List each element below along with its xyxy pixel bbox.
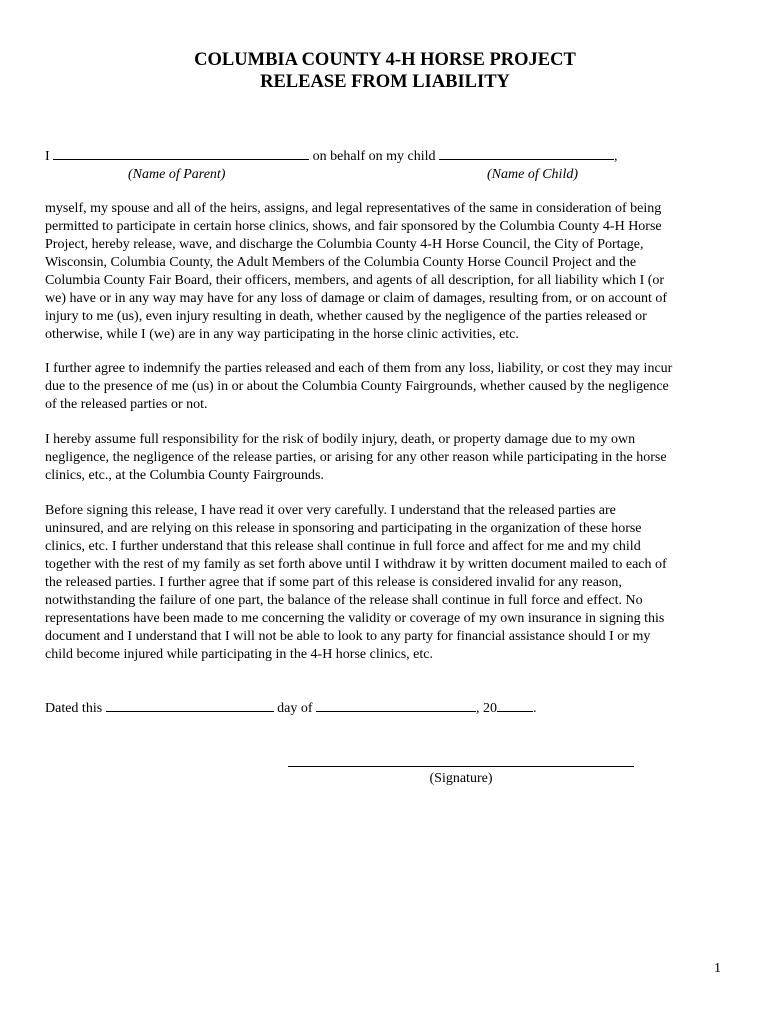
signature-caption: (Signature) xyxy=(429,771,493,786)
parent-line-middle: on behalf on my child xyxy=(312,149,436,164)
parent-name-blank xyxy=(53,147,309,160)
parent-line-prefix: I xyxy=(45,149,50,164)
dated-prefix: Dated this xyxy=(45,701,103,716)
child-name-blank xyxy=(439,147,614,160)
dated-middle: day of xyxy=(277,701,313,716)
month-blank xyxy=(316,699,476,712)
signature-line xyxy=(288,766,634,767)
release-paragraph-1: myself, my spouse and all of the heirs, assigns, and legal representatives of the same in consideration of being permitted to participate in certain horse clinics, shows, and fair sponsored by the Columbia County 4-H Horse Project, hereby release, wave, and discharge the Columbia County 4-H Horse Council, the City of Portage, Wisconsin, Columbia County, the Adult Members of the Columbia County Horse Council Project and the Columbia County Fair Board, their officers, members, and agents of all description, for all liability which I (or we) have or in any way may have for any loss of damage or claim of damages, resulting from, or on account of injury to me (us), even injury resulting in death, whether caused by the negligence of the parties released or otherwise, while I (we) are in any way participating in the horse clinic activities, etc. xyxy=(45,201,668,342)
acknowledgement-paragraph: Before signing this release, I have read it over very carefully. I understand that the released parties are uninsured, and are relying on this release in sponsoring and participating in the organization of these horse clinics, etc. I further understand that this release shall continue in full force and affect for me and my child together with the rest of my family as set forth above until I withdraw it by written document mailed to each of the released parties. I further agree that if some part of this release is considered invalid for any reason, notwithstanding the failure of one part, the balance of the release shall continue in full force and effect. No representations have been made to me concerning the validity or coverage of my own insurance in signing this document and I understand that I will not be able to look to any party for financial assistance should I or my child become injured while participating in the 4-H horse clinics, etc. xyxy=(45,503,667,662)
day-blank xyxy=(106,699,274,712)
child-name-caption: (Name of Child) xyxy=(487,167,578,182)
document-title-line-2: RELEASE FROM LIABILITY xyxy=(260,72,510,92)
dated-year-prefix: , 20 xyxy=(476,701,498,716)
indemnify-paragraph: I further agree to indemnify the parties released and each of them from any loss, liability, or cost they may incur due to the presence of me (us) in or about the Columbia County Fairgrounds, whether caused by the negligence of the released parties or not. xyxy=(45,361,673,412)
page-number: 1 xyxy=(714,961,721,976)
dated-suffix: . xyxy=(533,701,537,716)
parent-line-suffix: , xyxy=(614,149,618,164)
year-blank xyxy=(497,699,533,712)
parent-name-caption: (Name of Parent) xyxy=(128,167,226,182)
dated-line xyxy=(45,699,537,718)
document-title-line-1: COLUMBIA COUNTY 4-H HORSE PROJECT xyxy=(194,50,576,70)
parent-child-line xyxy=(45,147,618,166)
responsibility-paragraph: I hereby assume full responsibility for the risk of bodily injury, death, or property damage due to my own negligence, the negligence of the release parties, or arising for any other reason while participating in the horse clinics, etc., at the Columbia County Fairgrounds. xyxy=(45,432,667,483)
